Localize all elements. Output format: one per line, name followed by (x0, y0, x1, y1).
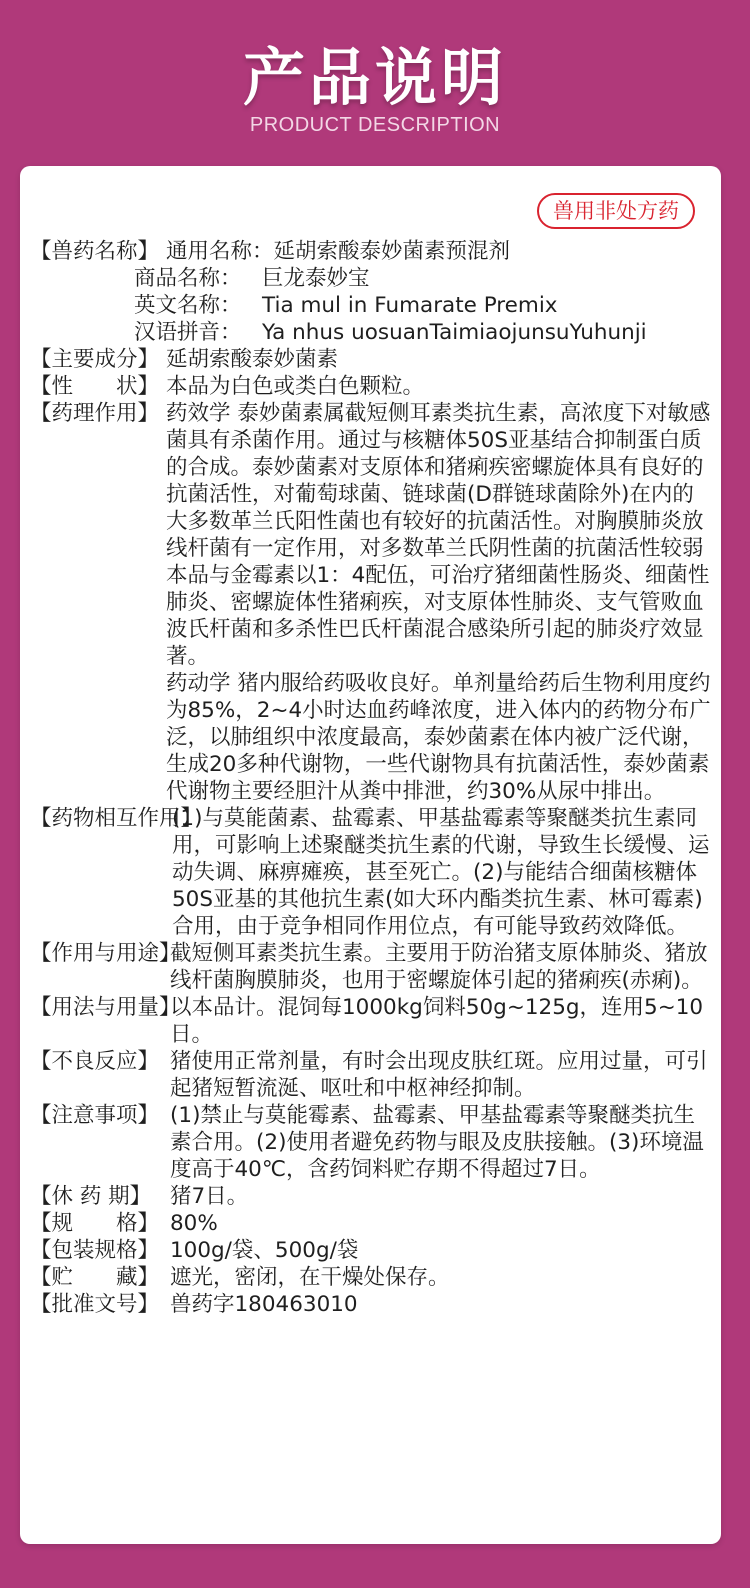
adverse-label: 【不良反应】 (30, 1049, 160, 1074)
row-pharmacology (30, 400, 715, 805)
generic-name-label: 通用名称： (166, 239, 274, 264)
pharmacodynamics-text: 药效学 泰妙菌素属截短侧耳素类抗生素，高浓度下对敏感菌具有杀菌作用。通过与核糖体50S亚基结合抑制蛋白质的合成。泰妙菌素对支原体和猪痢疾密螺旋体具有良好的抗菌活性，对葡萄球菌、链球菌(D群链球菌除外)在内的大多数革兰氏阳性菌也有较好的抗菌活性。对胸膜肺炎放线杆菌有一定作用，对多数革兰氏阴性菌的抗菌活性较弱本品与金霉素以1：4配伍，可治疗猪细菌性肠炎、细菌性肺炎、密螺旋体性猪痢疾，对支原体性肺炎、支气管败血波氏杆菌和多杀性巴氏杆菌混合感染所引起的肺炎疗效显著。 (166, 401, 711, 669)
ingredient-value: 延胡索酸泰妙菌素 (166, 347, 339, 372)
row-withdrawal (30, 1183, 715, 1210)
withdrawal-value: 猪7日。 (170, 1184, 249, 1209)
trade-name-label: 商品名称： (134, 266, 242, 291)
pharmacology-label: 【药理作用】 (30, 401, 160, 426)
spec-value: 80% (170, 1211, 218, 1236)
row-approval (30, 1291, 715, 1318)
row-storage (30, 1264, 715, 1291)
precautions-label: 【注意事项】 (30, 1103, 160, 1128)
page-header (0, 0, 750, 165)
appearance-value: 本品为白色或类白色颗粒。 (166, 374, 425, 399)
usage-label: 【作用与用途】 (30, 941, 181, 966)
dosage-label: 【用法与用量】 (30, 995, 181, 1020)
storage-label: 【贮 藏】 (30, 1265, 160, 1290)
page-subtitle: PRODUCT DESCRIPTION (249, 114, 501, 136)
dosage-value: 以本品计。混饲每1000kg饲料50g~125g，连用5~10日。 (170, 995, 704, 1047)
generic-name-value: 延胡索酸泰妙菌素预混剂 (273, 239, 511, 264)
row-pinyin (30, 319, 715, 346)
approval-label: 【批准文号】 (30, 1292, 160, 1317)
ingredient-label: 【主要成分】 (30, 347, 160, 372)
drug-name-label: 【兽药名称】 (30, 239, 160, 264)
row-spec (30, 1210, 715, 1237)
package-label: 【包装规格】 (30, 1238, 160, 1263)
approval-value: 兽药字180463010 (170, 1292, 358, 1317)
english-name-value: Tia mul in Fumarate Premix (262, 293, 558, 318)
row-english-name (30, 292, 715, 319)
row-trade-name (30, 265, 715, 292)
row-usage (30, 940, 715, 994)
interaction-label: 【药物相互作用】 (30, 806, 203, 831)
pinyin-value: Ya nhus uosuanTaimiaojunsuYuhunji (262, 320, 647, 345)
spec-label: 【规 格】 (30, 1211, 160, 1236)
row-dosage (30, 994, 715, 1048)
row-interaction (30, 805, 715, 940)
row-adverse (30, 1048, 715, 1102)
usage-value: 截短侧耳素类抗生素。主要用于防治猪支原体肺炎、猪放线杆菌胸膜肺炎，也用于密螺旋体引起的猪痢疾(赤痢)。 (170, 941, 708, 993)
description-content (30, 238, 715, 1318)
pharmacokinetics-text: 药动学 猪内服给药吸收良好。单剂量给药后生物利用度约为85%，2~4小时达血药峰浓度，进入体内的药物分布广泛，以肺组织中浓度最高，泰妙菌素在体内被广泛代谢，生成20多种代谢物，一些代谢物具有抗菌活性，泰妙菌素代谢物主要经胆汁从粪中排泄，约30%从尿中排出。 (166, 671, 711, 804)
precautions-value: (1)禁止与莫能霉素、盐霉素、甲基盐霉素等聚醚类抗生素合用。(2)使用者避免药物与眼及皮肤接触。(3)环境温度高于40℃，含药饲料贮存期不得超过7日。 (170, 1103, 704, 1182)
withdrawal-label: 【休 药 期】 (30, 1184, 152, 1209)
row-ingredient (30, 346, 715, 373)
row-package (30, 1237, 715, 1264)
trade-name-value: 巨龙泰妙宝 (262, 266, 370, 291)
row-drug-name (30, 238, 715, 265)
package-value: 100g/袋、500g/袋 (170, 1238, 359, 1263)
row-precautions (30, 1102, 715, 1183)
page-title: 产品说明 (242, 41, 507, 114)
english-name-label: 英文名称： (134, 293, 242, 318)
otc-badge: 兽用非处方药 (537, 193, 695, 229)
pinyin-label: 汉语拼音： (134, 320, 242, 345)
row-appearance (30, 373, 715, 400)
interaction-value: (1)与莫能菌素、盐霉素、甲基盐霉素等聚醚类抗生素同用，可影响上述聚醚类抗生素的代谢，导致生长缓慢、运动失调、麻痹瘫痪，甚至死亡。(2)与能结合细菌核糖体50S亚基的其他抗生素(如大环内酯类抗生素、林可霉素)合用，由于竞争相同作用位点，有可能导致药效降低。 (172, 806, 710, 939)
storage-value: 遮光，密闭，在干燥处保存。 (170, 1265, 450, 1290)
appearance-label: 【性 状】 (30, 374, 160, 399)
adverse-value: 猪使用正常剂量，有时会出现皮肤红斑。应用过量，可引起猪短暂流涎、呕吐和中枢神经抑制。 (170, 1049, 708, 1101)
